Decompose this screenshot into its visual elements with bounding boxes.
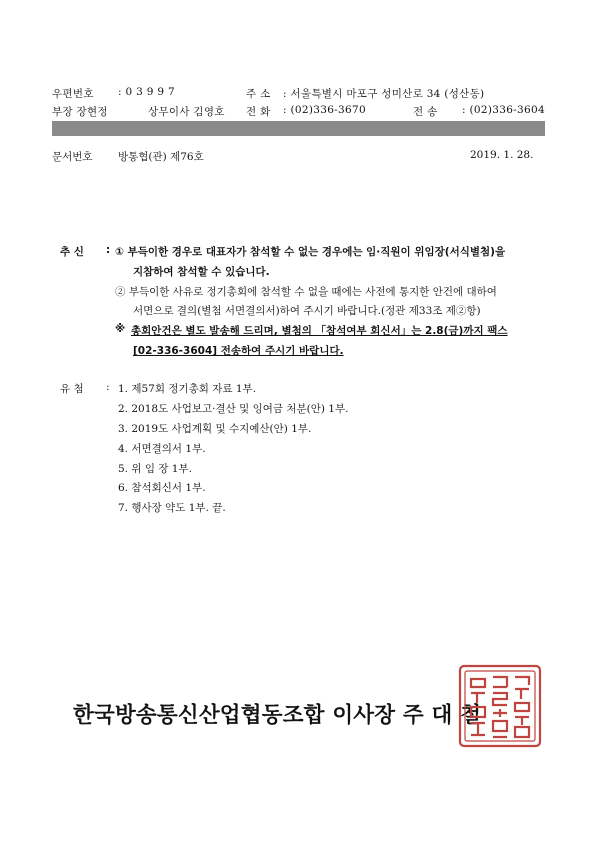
phone-label: 전 화 [246, 106, 271, 118]
notice-note-line1: 총회안건은 별도 발송해 드리며, 별첨의 「참석여부 회신서」는 2.8(금)까지 팩스 [131, 325, 508, 337]
notice-item1-line1: ① 부득이한 경우로 대표자가 참석할 수 없는 경우에는 임·직원이 위임장(서식별첨)을 [115, 246, 506, 258]
notice-item1-line2: 지참하여 참석할 수 있습니다. [133, 266, 270, 278]
doc-number-value: 방통협(관) 제76호 [118, 151, 204, 163]
fax-label: 전 송 [413, 106, 438, 118]
doc-date: 2019. 1. 28. [470, 149, 534, 161]
seal-glyph-col2 [493, 677, 507, 737]
doc-number-label: 문서번호 [52, 151, 93, 163]
attachment-item: 3. 2019도 사업계획 및 수지예산(안) 1부. [118, 423, 312, 435]
signature-line: 한국방송통신산업협동조합 이사장 주 대 철 [73, 703, 482, 728]
seal-glyph-col3 [515, 677, 529, 737]
notice-note-line2: [02-336-3604] 전송하여 주시기 바랍니다. [133, 345, 344, 357]
postcode-value: : 0 3 9 9 7 [118, 86, 175, 98]
header-divider-bar [52, 121, 545, 136]
address-label: 주 소 [246, 88, 271, 100]
attachment-item: 7. 행사장 약도 1부. 끝. [118, 502, 226, 514]
notice-item2-line2: 서면으로 결의(별첨 서면결의서)하여 주시기 바랍니다.(정관 제33조 제②항) [133, 305, 481, 317]
address-value: : 서울특별시 마포구 성미산로 34 (성산동) [283, 88, 485, 100]
notice-note-mark: ※ [115, 323, 126, 335]
official-seal-icon [457, 663, 543, 749]
notice-label: 추 신 [60, 246, 84, 258]
notice-item2-line1: ② 부득이한 사유로 정기총회에 참석할 수 없을 때에는 사전에 통지한 안건에 대하여 [115, 286, 497, 298]
attachment-item: 6. 참석회신서 1부. [118, 482, 206, 494]
attachments-colon: : [106, 381, 110, 393]
manager-name: 부장 장현정 [52, 106, 108, 118]
seal-glyph-col1 [471, 679, 485, 735]
attachment-item: 5. 위 임 장 1부. [118, 463, 192, 475]
attachments-label: 유 첨 [60, 383, 84, 395]
director-name: 상무이사 김영호 [148, 106, 225, 118]
notice-colon: : [106, 244, 111, 256]
fax-value: : (02)336-3604 [462, 104, 545, 116]
postcode-label: 우편번호 [52, 88, 94, 100]
attachment-item: 1. 제57회 정기총회 자료 1부. [118, 383, 257, 395]
attachment-item: 4. 서면결의서 1부. [118, 443, 206, 455]
attachment-item: 2. 2018도 사업보고·결산 및 잉여금 처분(안) 1부. [118, 403, 349, 415]
phone-value: : (02)336-3670 [283, 104, 366, 116]
